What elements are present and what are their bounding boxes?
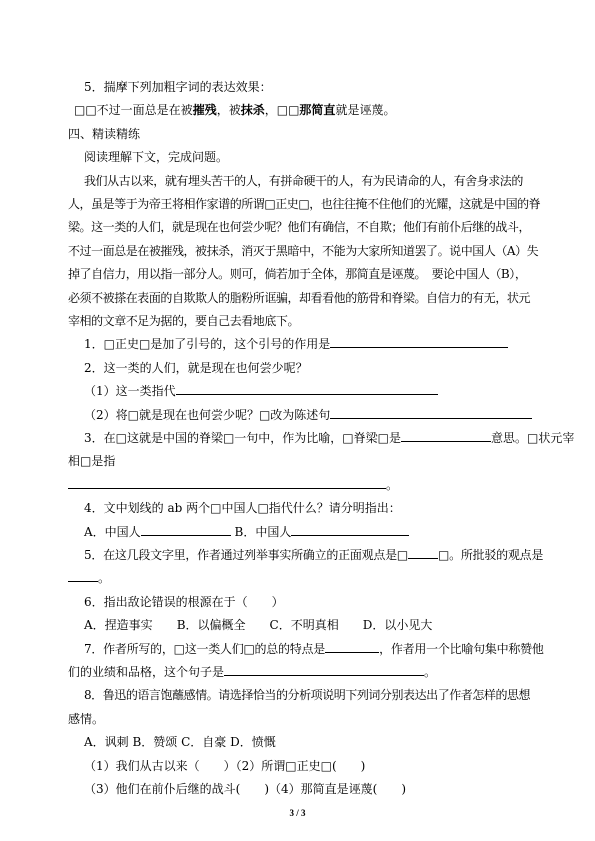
question-6-options: [84, 617, 524, 633]
question-4: 4．文中划线的 ab 两个□中国人□指代什么？请分明指出：: [84, 501, 401, 515]
answer-blank[interactable]: [330, 407, 532, 419]
option-d[interactable]: D．以小见大: [362, 618, 433, 632]
passage-line-3: 梁。这一类的人们，就是现在也何尝少呢？他们有确信，不自欺；他们有前仆后继的战斗，: [68, 220, 531, 234]
question-5-line-2: 。: [68, 570, 508, 586]
passage-line-4: 不过一面总是在被摧残，被抹杀，消灭于黑暗中，不能为大家所知道罢了。说中国人（A）失: [68, 244, 539, 258]
question-7-line-2: 们的业绩和品格，这个句子是 。: [68, 665, 437, 679]
passage-line-7: 宰相的文章不足为据的，要自己去看地底下。: [68, 314, 300, 328]
answer-blank[interactable]: [401, 430, 491, 442]
question-7: 7．作者所写的，□这一类人们□的总的特点是 ，作者用一个比喻句集中称赞他: [84, 642, 544, 656]
question-8-items-1: （1）我们从古以来（ ）（2）所谓□正史□( ): [84, 759, 366, 773]
answer-blank[interactable]: [330, 336, 508, 348]
question-8-options: A．讽刺 B．赞颂 C．自豪 D．愤慨: [84, 735, 276, 749]
answer-blank[interactable]: [224, 664, 424, 676]
answer-blank[interactable]: [176, 383, 438, 395]
q5-top-line: □□不过一面总是在被摧残，被抹杀，□□那简直就是诬蔑。: [74, 103, 396, 117]
option-b[interactable]: B．以偏概全: [176, 618, 246, 632]
question-2-sub-2: （2）将□就是现在也何尝少呢？□改为陈述句: [84, 407, 524, 423]
answer-blank[interactable]: [291, 524, 409, 536]
option-a[interactable]: A．捏造事实: [84, 618, 153, 632]
answer-blank[interactable]: [325, 641, 379, 653]
passage-line-1: 我们从古以来，就有埋头苦干的人，有拼命硬干的人，有为民请命的人，有舍身求法的: [84, 174, 523, 188]
section-instruction: 阅读理解下文，完成问题。: [84, 150, 229, 164]
question-8-line-2: 感情。: [68, 712, 105, 726]
question-3: 3．在□这就是中国的脊梁□一句中，作为比喻，□脊梁□是 意思。□状元宰: [84, 431, 575, 445]
question-2: 2．这一类的人们，就是现在也何尝少呢？: [84, 361, 308, 375]
answer-blank[interactable]: [141, 524, 231, 536]
question-5: 5．在这几段文字里，作者通过列举事实所确立的正面观点是□ □。所批驳的观点是: [84, 548, 544, 562]
page-number: 3 / 3: [289, 808, 306, 818]
passage-line-5: 掉了自信力，用以指一部分人。则可，倘若加于全体，那简直是诬蔑。 要论中国人（B），: [68, 267, 527, 281]
answer-blank[interactable]: [408, 547, 438, 559]
question-4-answers: A．中国人 B．中国人: [84, 524, 524, 540]
question-8-items-2: （3）他们在前仆后继的战斗( )（4）那简直是诬蔑( ): [84, 782, 406, 796]
question-3-line-2: 相□是指: [68, 454, 116, 468]
question-3-line-3: 。: [68, 477, 508, 493]
q5-top-title: 5．揣摩下列加粗字词的表达效果：: [84, 80, 272, 94]
answer-blank[interactable]: [68, 570, 98, 582]
passage-line-2: 人，虽是等于为帝王将相作家谱的所谓□正史□，也往往掩不住他们的光耀，这就是中国的脊: [68, 197, 541, 211]
question-8: 8．鲁迅的语言饱蘸感情。请选择恰当的分析项说明下列词分别表达出了作者怎样的思想: [84, 688, 531, 702]
section-heading: 四、精读精练: [68, 127, 141, 141]
answer-blank[interactable]: [68, 477, 386, 489]
question-1: 1．□正史□是加了引号的，这个引号的作用是: [84, 336, 524, 352]
option-c[interactable]: C．不明真相: [269, 618, 339, 632]
passage-line-6: 必须不被搽在表面的自欺欺人的脂粉所诓骗，却看看他的筋骨和脊梁。自信力的有无，状元: [68, 291, 531, 305]
question-6: 6．指出敌论错误的根源在于（ ）: [84, 595, 284, 609]
question-2-sub-1: （1）这一类指代: [84, 383, 524, 399]
